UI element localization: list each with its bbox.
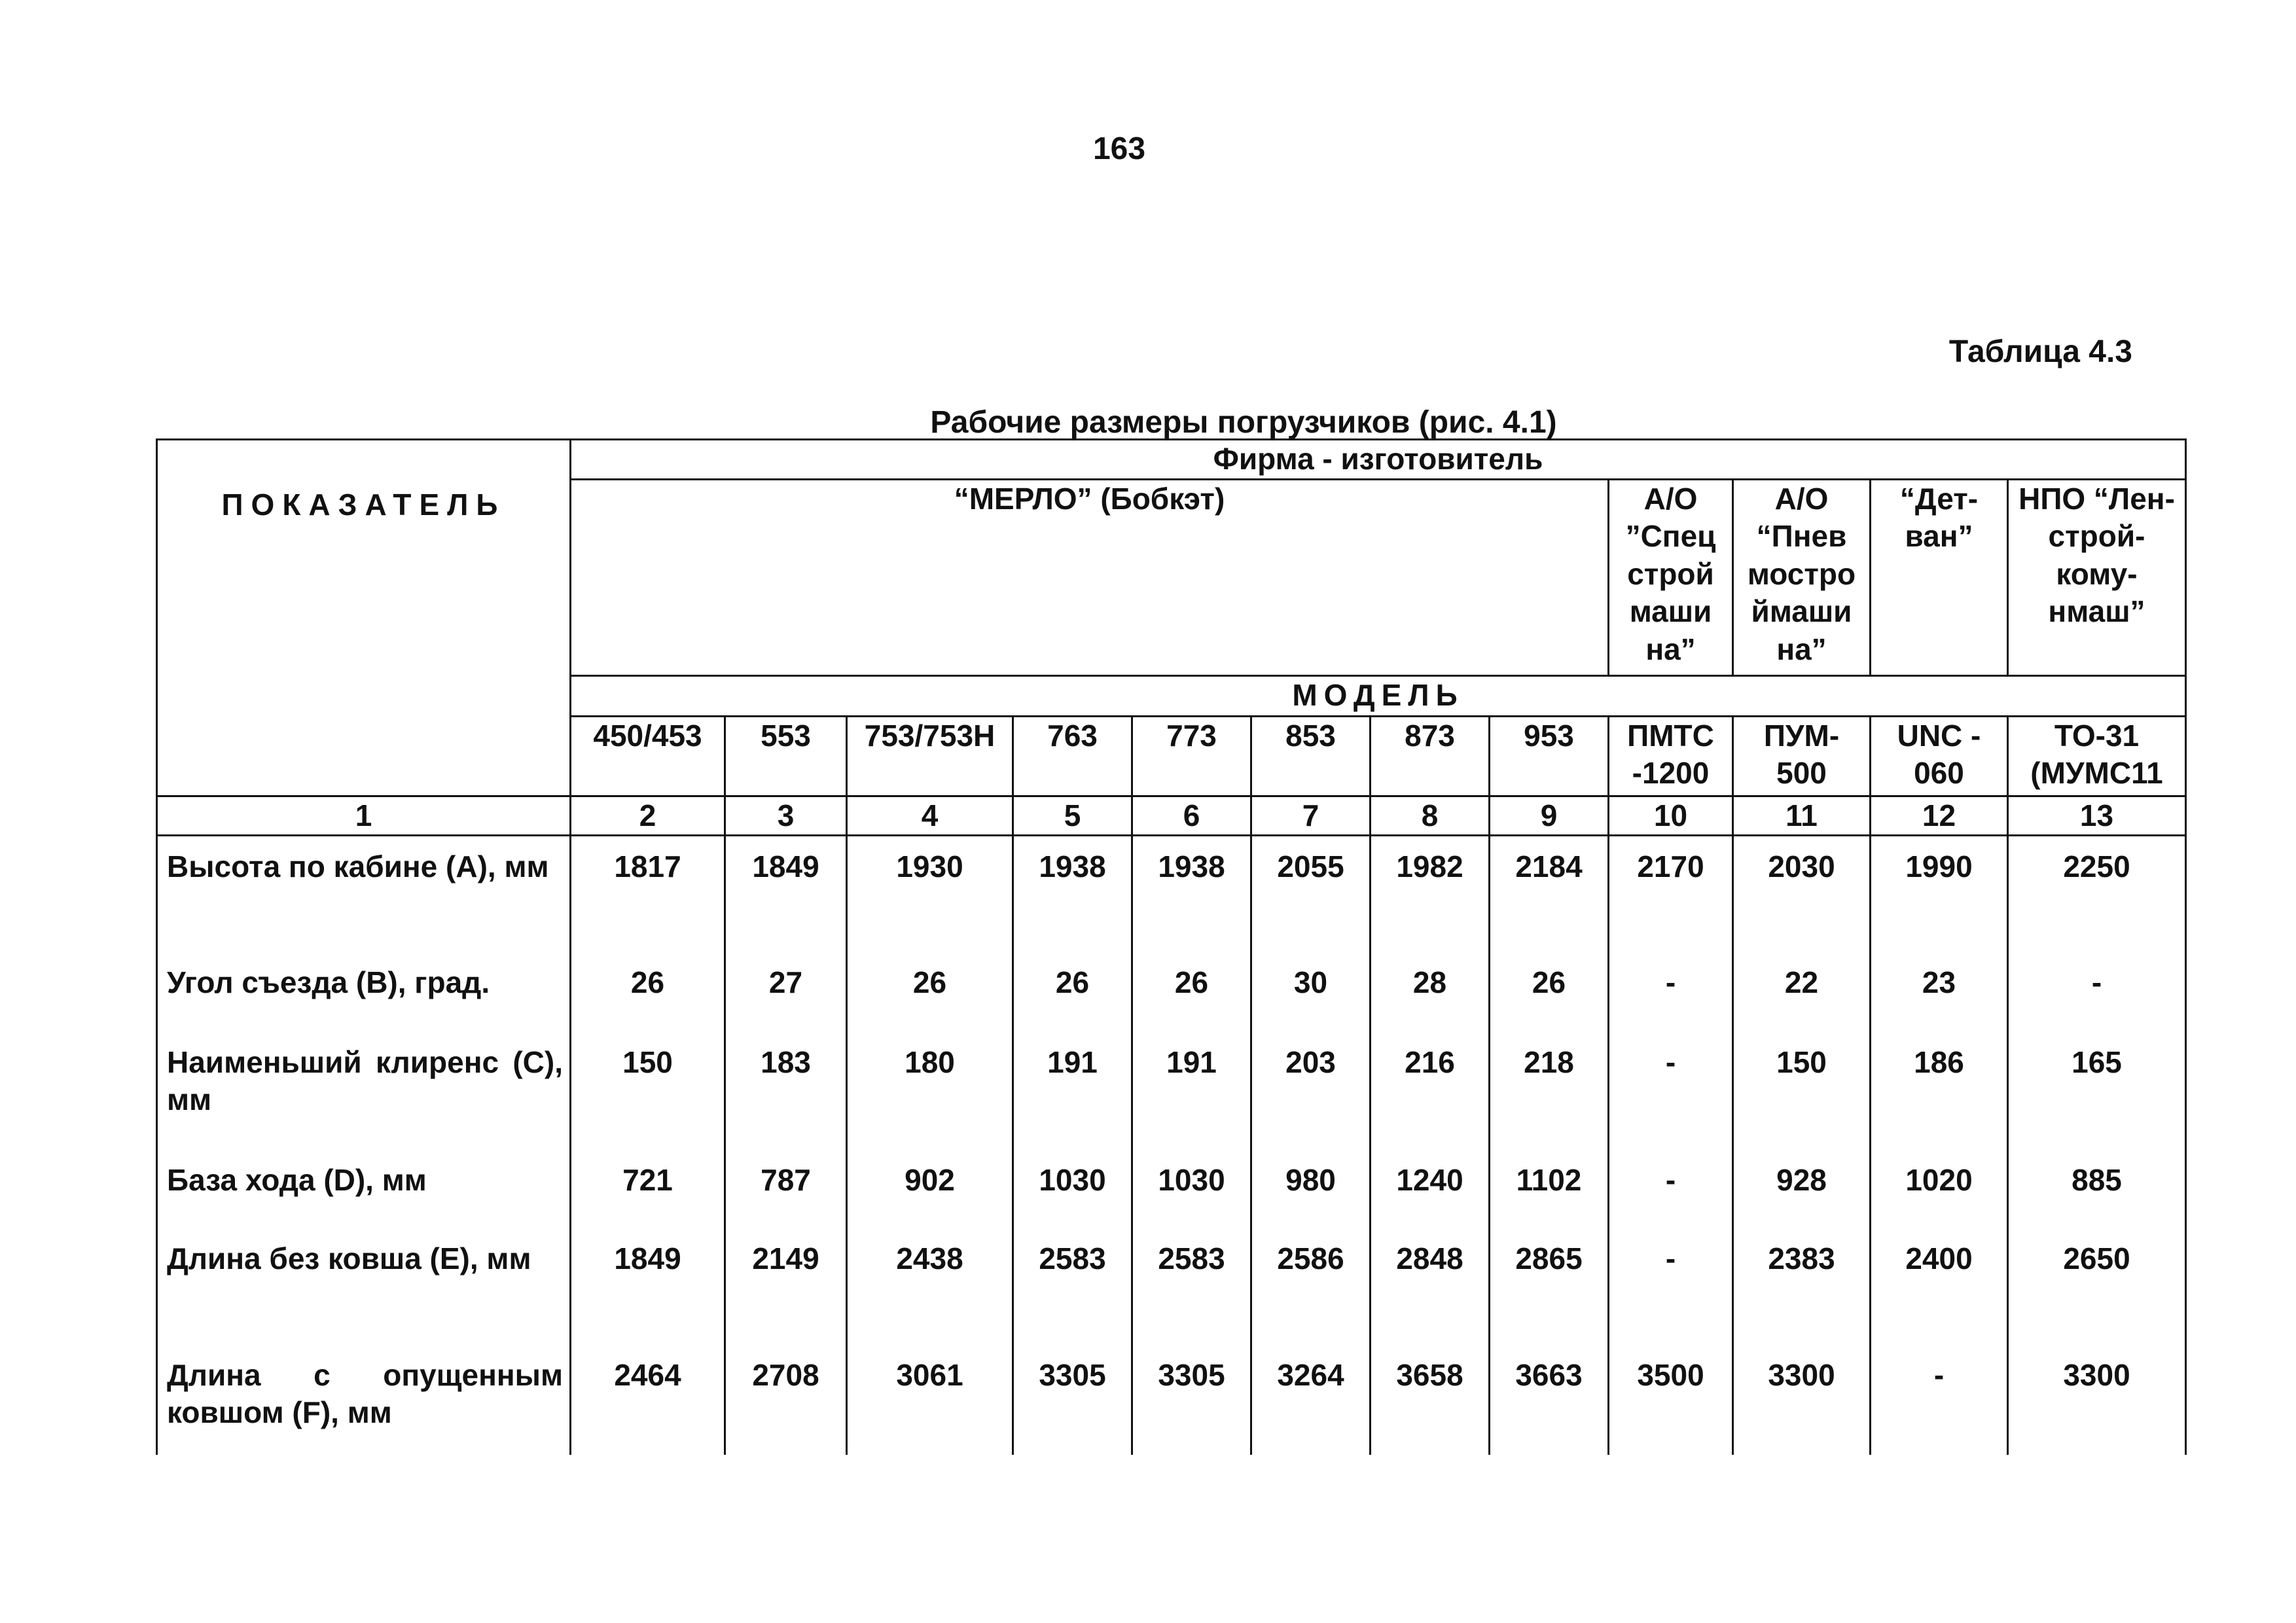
manufacturer-header-row: [157, 440, 2186, 480]
table-cell: 30: [1251, 952, 1371, 1032]
table-cell: 902: [847, 1150, 1013, 1228]
table-cell: -: [1871, 1345, 2008, 1455]
model-name: ПМТС -1200: [1609, 716, 1733, 796]
table-cell: -: [1609, 1150, 1733, 1228]
indicator-header: ПОКАЗАТЕЛЬ: [157, 440, 571, 796]
table-cell: 3305: [1013, 1345, 1132, 1455]
table-cell: 1030: [1013, 1150, 1132, 1228]
model-name: 873: [1371, 716, 1490, 796]
table-cell: 3061: [847, 1345, 1013, 1455]
table-cell: 2583: [1013, 1228, 1132, 1345]
column-number: 7: [1251, 796, 1371, 836]
table-cell: 26: [571, 952, 725, 1032]
table-cell: 150: [1733, 1032, 1871, 1150]
table-row: [157, 1228, 2186, 1345]
row-label: Высота по кабине (А), мм: [157, 836, 571, 952]
table-cell: 2184: [1490, 836, 1609, 952]
column-number: 4: [847, 796, 1013, 836]
table-cell: 216: [1371, 1032, 1490, 1150]
model-name: 763: [1013, 716, 1132, 796]
table-row: [157, 836, 2186, 952]
table-cell: 27: [725, 952, 847, 1032]
model-name: 553: [725, 716, 847, 796]
table-cell: 1938: [1013, 836, 1132, 952]
manufacturer-header: Фирма - изготовитель: [571, 440, 2186, 480]
table-cell: 2650: [2008, 1228, 2186, 1345]
page-number: 163: [1092, 132, 1146, 166]
column-number: 8: [1371, 796, 1490, 836]
firm-pnevmostroymashina: А/О “Пнев мостро ймаши на”: [1733, 479, 1871, 675]
table-cell: 787: [725, 1150, 847, 1228]
table-cell: 2586: [1251, 1228, 1371, 1345]
loader-dimensions-table: [156, 438, 2187, 1455]
table-cell: -: [1609, 952, 1733, 1032]
table-cell: 26: [1013, 952, 1132, 1032]
table-cell: 183: [725, 1032, 847, 1150]
column-number-row: [157, 796, 2186, 836]
table-cell: 180: [847, 1032, 1013, 1150]
model-name: ТО-31 (МУМС11: [2008, 716, 2186, 796]
table-row: [157, 1150, 2186, 1228]
table-cell: 928: [1733, 1150, 1871, 1228]
column-number: 11: [1733, 796, 1871, 836]
table-cell: 2250: [2008, 836, 2186, 952]
table-cell: 2438: [847, 1228, 1013, 1345]
column-number: 12: [1871, 796, 2008, 836]
table-cell: 191: [1013, 1032, 1132, 1150]
table-cell: 3305: [1132, 1345, 1251, 1455]
table-cell: 1990: [1871, 836, 2008, 952]
table-cell: -: [1609, 1228, 1733, 1345]
table-cell: 1930: [847, 836, 1013, 952]
model-name: 953: [1490, 716, 1609, 796]
table-cell: 150: [571, 1032, 725, 1150]
table-cell: 1849: [571, 1228, 725, 1345]
table-cell: 2383: [1733, 1228, 1871, 1345]
row-label: Наименьший клиренс (С), мм: [157, 1032, 571, 1150]
table-cell: 1240: [1371, 1150, 1490, 1228]
row-label: База хода (D), мм: [157, 1150, 571, 1228]
table-cell: 2708: [725, 1345, 847, 1455]
table-row: [157, 1032, 2186, 1150]
table-cell: 26: [1132, 952, 1251, 1032]
column-number: 10: [1609, 796, 1733, 836]
row-label: Угол съезда (В), град.: [157, 952, 571, 1032]
table-cell: 3663: [1490, 1345, 1609, 1455]
table-cell: 2149: [725, 1228, 847, 1345]
table-cell: 28: [1371, 952, 1490, 1032]
table-cell: 2848: [1371, 1228, 1490, 1345]
table-cell: 26: [847, 952, 1013, 1032]
row-label: Длина без ковша (Е), мм: [157, 1228, 571, 1345]
column-number: 3: [725, 796, 847, 836]
firm-merlo: “МЕРЛО” (Бобкэт): [571, 479, 1609, 675]
table-cell: -: [1609, 1032, 1733, 1150]
column-number: 9: [1490, 796, 1609, 836]
column-number: 5: [1013, 796, 1132, 836]
table-label: Таблица 4.3: [1948, 334, 2132, 369]
table-cell: 2865: [1490, 1228, 1609, 1345]
table-cell: 1849: [725, 836, 847, 952]
table-cell: 3264: [1251, 1345, 1371, 1455]
table-cell: 2464: [571, 1345, 725, 1455]
table-cell: 1102: [1490, 1150, 1609, 1228]
firm-detvan: “Дет- ван”: [1871, 479, 2008, 675]
table-cell: 3300: [1733, 1345, 1871, 1455]
model-name: ПУМ- 500: [1733, 716, 1871, 796]
table-cell: 2055: [1251, 836, 1371, 952]
table-cell: 2170: [1609, 836, 1733, 952]
row-label: Длина с опущенным ковшом (F), мм: [157, 1345, 571, 1455]
table-cell: 186: [1871, 1032, 2008, 1150]
table-cell: 218: [1490, 1032, 1609, 1150]
table-cell: 1982: [1371, 836, 1490, 952]
column-number: 6: [1132, 796, 1251, 836]
column-number: 2: [571, 796, 725, 836]
table-cell: 203: [1251, 1032, 1371, 1150]
table-cell: 1030: [1132, 1150, 1251, 1228]
table-cell: 1020: [1871, 1150, 2008, 1228]
table-cell: 980: [1251, 1150, 1371, 1228]
model-name: 773: [1132, 716, 1251, 796]
table-row: [157, 1345, 2186, 1455]
table-cell: 22: [1733, 952, 1871, 1032]
model-header: МОДЕЛЬ: [571, 675, 2186, 716]
table-cell: 26: [1490, 952, 1609, 1032]
table-cell: 2583: [1132, 1228, 1251, 1345]
table-cell: 3658: [1371, 1345, 1490, 1455]
table-cell: 885: [2008, 1150, 2186, 1228]
column-number: 1: [157, 796, 571, 836]
table-cell: 2030: [1733, 836, 1871, 952]
table-cell: 3300: [2008, 1345, 2186, 1455]
model-name: UNC - 060: [1871, 716, 2008, 796]
table-cell: 721: [571, 1150, 725, 1228]
table-cell: 191: [1132, 1032, 1251, 1150]
model-name: 753/753Н: [847, 716, 1013, 796]
table-cell: 2400: [1871, 1228, 2008, 1345]
table-cell: 3500: [1609, 1345, 1733, 1455]
firm-spetsstroymashina: А/О ”Спец строй маши на”: [1609, 479, 1733, 675]
firm-lenstroykomunmash: НПО “Лен- строй- кому- нмаш”: [2008, 479, 2186, 675]
table-cell: 1817: [571, 836, 725, 952]
table-cell: 1938: [1132, 836, 1251, 952]
table-cell: -: [2008, 952, 2186, 1032]
model-name: 853: [1251, 716, 1371, 796]
column-number: 13: [2008, 796, 2186, 836]
table-cell: 23: [1871, 952, 2008, 1032]
table-row: [157, 952, 2186, 1032]
model-name: 450/453: [571, 716, 725, 796]
table-cell: 165: [2008, 1032, 2186, 1150]
table-caption: Рабочие размеры погрузчиков (рис. 4.1): [930, 405, 1557, 440]
